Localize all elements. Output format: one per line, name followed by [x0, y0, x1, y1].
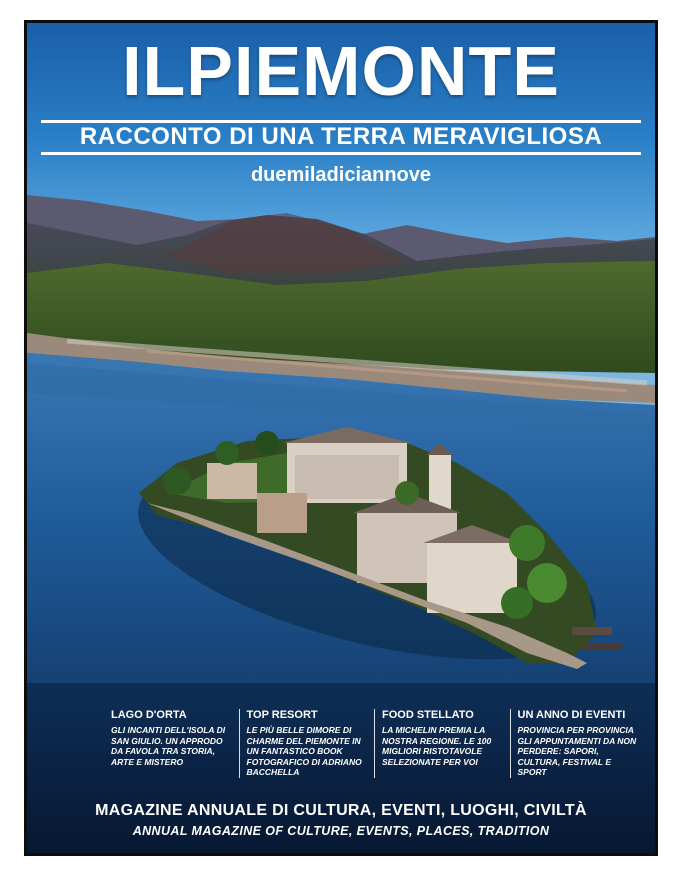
title-rule-bottom: [41, 152, 641, 155]
feature-title: FOOD STELLATO: [382, 709, 474, 721]
feature-teaser: [374, 709, 510, 778]
feature-text: GLI INCANTI DELL'ISOLA DI SAN GIULIO. UN APPRODO DA FAVOLA TRA STORIA, ARTE E MISTERO: [111, 725, 226, 767]
feature-title: UN ANNO DI EVENTI: [517, 709, 626, 721]
magazine-subtitle: RACCONTO DI UNA TERRA MERAVIGLIOSA: [79, 123, 603, 150]
feature-text: LE PIÙ BELLE DIMORE DI CHARME DEL PIEMONTE IN UN FANTASTICO BOOK FOTOGRAFICO DI ADRIANO BACCHELLA: [246, 725, 362, 777]
feature-title: TOP RESORT: [246, 709, 318, 721]
tagline-english: ANNUAL MAGAZINE OF CULTURE, EVENTS, PLACES, TRADITION: [132, 824, 550, 838]
feature-teaser: [510, 709, 646, 778]
feature-text: LA MICHELIN PREMIA LA NOSTRA REGIONE. LE 100 MIGLIORI RISTOTAVOLE SELEZIONATE PER VOI: [382, 725, 492, 767]
cover-photo: [27, 23, 655, 853]
feature-text: PROVINCIA PER PROVINCIA GLI APPUNTAMENTI DA NON PERDERE: SAPORI, CULTURA, FESTIVAL E SPORT: [517, 725, 637, 777]
feature-teasers: [111, 709, 645, 778]
edition-year: duemiladiciannove: [250, 164, 432, 186]
tagline-italian: MAGAZINE ANNUALE DI CULTURA, EVENTI, LUOGHI, CIVILTÀ: [95, 802, 587, 819]
feature-teaser: [239, 709, 375, 778]
feature-teaser: [111, 709, 239, 778]
magazine-title: ILPIEMONTE: [122, 32, 560, 110]
feature-title: LAGO D'ORTA: [111, 709, 187, 721]
magazine-cover: [24, 20, 658, 856]
